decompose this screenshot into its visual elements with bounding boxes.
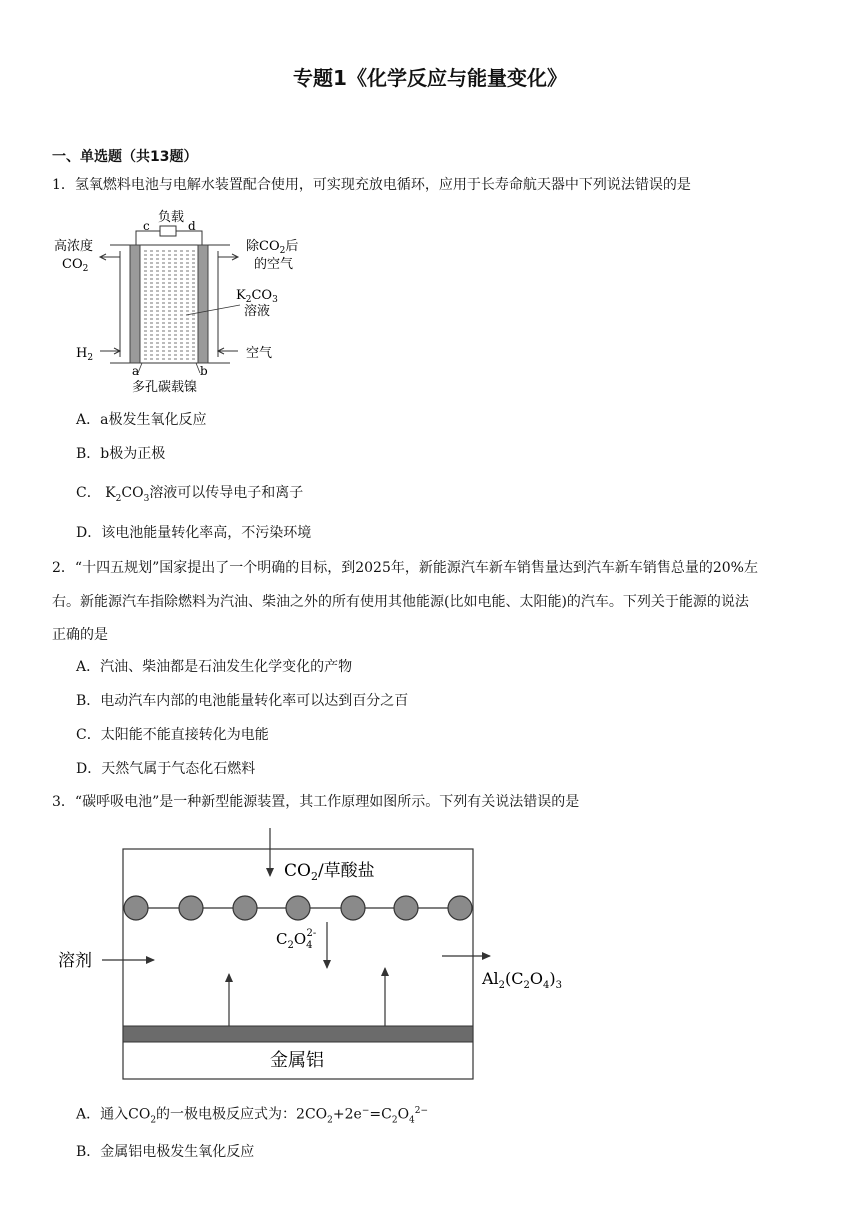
solvent-label: 溶剂	[58, 951, 92, 971]
h2-label: $H_2$	[76, 346, 94, 363]
q1-option-a[interactable]: A．a极发生氧化反应	[76, 412, 207, 428]
product-label: $Al_2(C_2O_4)_3$	[482, 969, 563, 991]
q1-option-c[interactable]: C． $K_2CO_3$溶液可以传导电子和离子	[76, 485, 304, 504]
cell-container	[123, 849, 473, 1079]
electrode-a-label: a	[132, 364, 140, 378]
aluminum-label: 金属铝	[270, 1050, 324, 1071]
external-circuit	[136, 231, 202, 245]
electrolyte-region	[144, 251, 195, 359]
q2-option-d[interactable]: D．天然气属于气态化石燃料	[76, 761, 256, 777]
load-resistor	[160, 226, 176, 236]
fuel-cell-diagram	[50, 205, 310, 400]
wire-d-label: d	[188, 219, 196, 233]
high-co2-label-2: $CO_2$	[62, 257, 89, 274]
carbon-breathing-cell-diagram	[50, 822, 590, 1084]
electrolyte-label-1: $K_2CO_3$	[236, 288, 278, 305]
q2-option-a[interactable]: A．汽油、柴油都是石油发生化学变化的产物	[76, 659, 353, 675]
cleaned-air-label-1: 除$CO_2$后	[246, 239, 299, 256]
arrow-solvent-in	[146, 956, 155, 964]
electrode-sphere	[286, 896, 310, 920]
question-2-stem-line-1: 2．“十四五规划”国家提出了一个明确的目标，到2025年，新能源汽车新车销售量达到汽车新车销售总量的20%左	[52, 560, 758, 576]
electrode-material-label: 多孔碳载镍	[132, 380, 198, 395]
electrolyte-label-2: 溶液	[244, 304, 271, 319]
electrolyte-pointer	[186, 305, 240, 315]
electrode-b-label: b	[200, 364, 208, 378]
q2-option-b[interactable]: B．电动汽车内部的电池能量转化率可以达到百分之百	[76, 693, 409, 709]
question-2-stem-line-2: 右。新能源汽车指除燃料为汽油、柴油之外的所有使用其他能源(比如电能、太阳能)的汽车。下列关于能源的说法	[52, 594, 749, 610]
q3-option-a[interactable]: A．通入$CO_2$的一极电极反应式为：$2CO_2+2e^-=C_2O_4^{2-}$	[76, 1106, 429, 1126]
page-title: 专题1《化学反应与能量变化》	[293, 66, 567, 90]
aluminum-electrode	[123, 1026, 473, 1042]
co2-oxalate-label: $CO_2/$草酸盐	[284, 861, 375, 883]
electrode-sphere	[179, 896, 203, 920]
q2-option-c[interactable]: C．太阳能不能直接转化为电能	[76, 727, 269, 743]
arrow-co2-in	[266, 868, 274, 877]
air-label: 空气	[246, 346, 273, 361]
arrow-oxalate-down	[323, 960, 331, 969]
q1-option-d[interactable]: D．该电池能量转化率高，不污染环境	[76, 525, 312, 541]
cleaned-air-label-2: 的空气	[254, 257, 294, 272]
question-3-stem: 3．“碳呼吸电池”是一种新型能源装置，其工作原理如图所示。下列有关说法错误的是	[52, 794, 580, 810]
section-heading: 一、单选题（共13题）	[52, 149, 198, 165]
electrode-sphere	[448, 896, 472, 920]
electrode-sphere	[233, 896, 257, 920]
electrode-b	[198, 245, 208, 363]
electrode-a	[130, 245, 140, 363]
arrow-up-1	[225, 973, 233, 982]
question-1-stem: 1．氢氧燃料电池与电解水装置配合使用，可实现充放电循环，应用于长寿命航天器中下列说法错误的是	[52, 177, 691, 193]
high-co2-label-1: 高浓度	[54, 239, 94, 254]
electrode-sphere	[394, 896, 418, 920]
load-label: 负载	[158, 210, 185, 225]
electrode-sphere	[124, 896, 148, 920]
q3-option-b[interactable]: B．金属铝电极发生氧化反应	[76, 1144, 255, 1160]
question-2-stem-line-3: 正确的是	[52, 627, 108, 643]
q1-option-b[interactable]: B．b极为正极	[76, 446, 166, 462]
oxalate-label: $C_2O_42-$	[276, 928, 317, 951]
arrow-product-out	[482, 952, 491, 960]
wire-c-label: c	[143, 219, 150, 233]
electrode-sphere	[341, 896, 365, 920]
arrow-up-2	[381, 967, 389, 976]
